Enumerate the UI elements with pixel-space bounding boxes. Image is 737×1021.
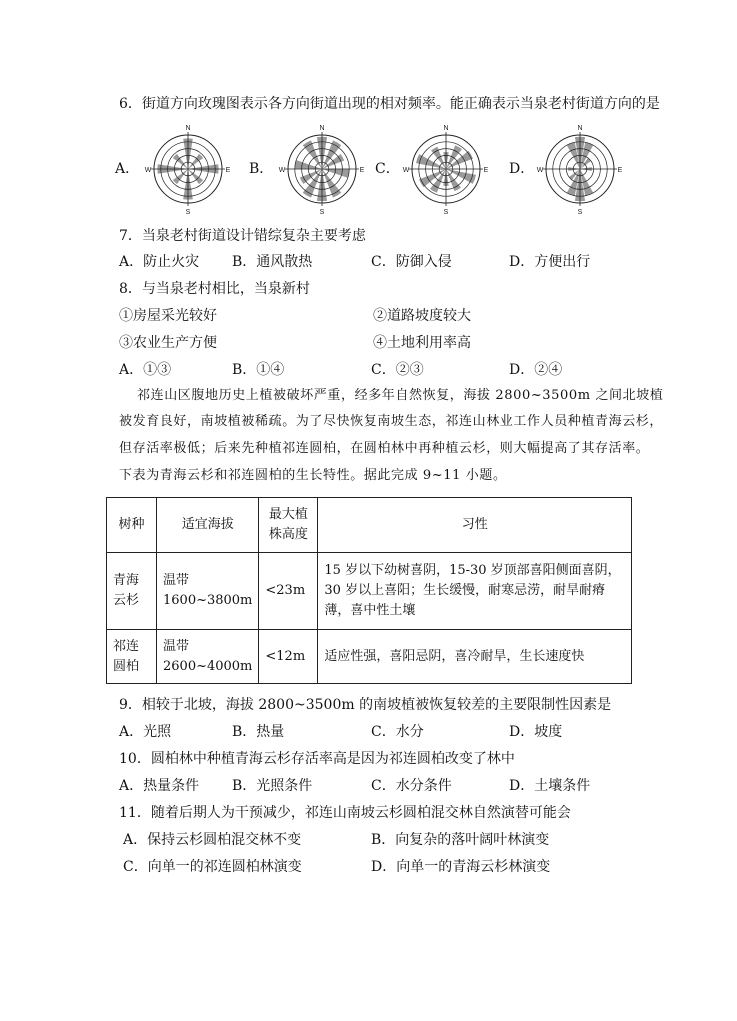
rose-sector bbox=[188, 154, 203, 169]
table-row bbox=[107, 630, 632, 684]
q6-option-a-label[interactable]: A． bbox=[115, 161, 140, 177]
q8-option-c[interactable]: C．②③ bbox=[371, 362, 424, 378]
question-6-stem: 6．街道方向玫瑰图表示各方向街道出现的相对频率。能正确表示当泉老村街道方向的是 bbox=[119, 96, 660, 112]
rose-direction-label-n: N bbox=[319, 125, 325, 132]
rose-direction-label-w: W bbox=[278, 167, 286, 174]
question-11-stem: 11．随着后期人为干预减少，祁连山南坡云杉圆柏混交林自然演替可能会 bbox=[119, 805, 571, 821]
growth-traits-table bbox=[106, 497, 632, 684]
q9-option-c[interactable]: C．水分 bbox=[371, 724, 424, 740]
habit-line1: 15 岁以下幼树喜阴，15-30 岁顶部喜阳侧面喜阴， bbox=[324, 563, 621, 578]
q10-option-d[interactable]: D．土壤条件 bbox=[509, 778, 591, 794]
q11-option-b[interactable]: B．向复杂的落叶阔叶林演变 bbox=[371, 832, 550, 848]
q6-option-d-label[interactable]: D． bbox=[509, 161, 535, 177]
habit-line2: 30 岁以上喜阳；生长缓慢，耐寒忌涝，耐旱耐瘠 bbox=[324, 583, 606, 598]
species-line1: 青海 bbox=[113, 573, 140, 588]
altitude-cell bbox=[157, 553, 259, 630]
q7-option-d[interactable]: D．方便出行 bbox=[509, 254, 591, 270]
q10-option-b[interactable]: B．光照条件 bbox=[232, 778, 313, 794]
question-9-stem: 9．相较于北坡，海拔 2800~3500m 的南坡植被恢复较差的主要限制性因素是 bbox=[119, 697, 612, 713]
rose-direction-label-s: S bbox=[185, 209, 191, 216]
rose-direction-label-n: N bbox=[443, 125, 449, 132]
habit-cell bbox=[318, 553, 632, 630]
habit-line3: 薄，喜中性土壤 bbox=[324, 603, 416, 618]
q8-option-a[interactable]: A．①③ bbox=[119, 362, 172, 378]
altitude-cell bbox=[157, 630, 259, 684]
height-cell: <23m bbox=[259, 553, 318, 630]
table-row bbox=[107, 553, 632, 630]
species-line2: 圆柏 bbox=[113, 658, 140, 674]
rose-direction-label-n: N bbox=[577, 125, 583, 132]
rose-direction-label-w: W bbox=[402, 167, 410, 174]
habit-line1: 适应性强，喜阳忌阴，喜冷耐旱，生长速度快 bbox=[324, 648, 585, 664]
rose-direction-label-w: W bbox=[536, 167, 544, 174]
rose-direction-label-s: S bbox=[577, 209, 583, 216]
rose-direction-label-s: S bbox=[443, 209, 449, 216]
q7-option-c[interactable]: C．防御入侵 bbox=[371, 254, 452, 270]
rose-direction-label-n: N bbox=[185, 125, 191, 132]
q8-item-3: ③农业生产方便 bbox=[119, 335, 217, 351]
q9-option-b[interactable]: B．热量 bbox=[232, 724, 285, 740]
header-max-height-line2: 株高度 bbox=[268, 527, 308, 542]
header-habit: 习性 bbox=[318, 498, 632, 553]
rose-sector bbox=[188, 169, 203, 184]
q10-option-a[interactable]: A．热量条件 bbox=[119, 778, 200, 794]
q8-item-2: ②道路坡度较大 bbox=[373, 308, 471, 324]
rose-sector bbox=[173, 169, 188, 184]
header-altitude: 适宜海拔 bbox=[157, 498, 259, 553]
rose-direction-label-e: E bbox=[359, 167, 365, 174]
q7-option-a[interactable]: A．防止火灾 bbox=[119, 254, 200, 270]
rose-sector bbox=[173, 154, 188, 169]
species-line2: 云杉 bbox=[113, 593, 140, 608]
q11-option-a[interactable]: A．保持云杉圆柏混交林不变 bbox=[123, 832, 302, 848]
q8-item-4: ④土地利用率高 bbox=[373, 335, 471, 351]
q11-option-c[interactable]: C．向单一的祁连圆柏林演变 bbox=[123, 859, 302, 875]
rose-diagram-d[interactable] bbox=[536, 125, 623, 216]
passage-line-2: 被发育良好，南坡植被稀疏。为了尽快恢复南坡生态，祁连山林业工作人员种植青海云杉， bbox=[119, 414, 664, 429]
q9-option-a[interactable]: A．光照 bbox=[119, 724, 172, 740]
question-8-stem: 8．与当泉老村相比，当泉新村 bbox=[119, 281, 310, 297]
species-cell bbox=[107, 630, 157, 684]
header-max-height bbox=[259, 498, 318, 553]
q8-option-d[interactable]: D．②④ bbox=[509, 362, 563, 378]
rose-direction-label-e: E bbox=[225, 167, 231, 174]
q7-option-b[interactable]: B．通风散热 bbox=[232, 254, 313, 270]
rose-diagram-b[interactable] bbox=[278, 125, 365, 216]
rose-direction-label-w: W bbox=[144, 167, 152, 174]
altitude-range: 2600~4000m bbox=[163, 658, 253, 674]
q9-option-d[interactable]: D．坡度 bbox=[509, 724, 563, 740]
passage-line-3: 但存活率极低；后来先种植祁连圆柏，在圆柏林中再种植云杉，则大幅提高了其存活率。 bbox=[119, 441, 650, 456]
header-species: 树种 bbox=[107, 498, 157, 553]
rose-direction-label-e: E bbox=[617, 167, 623, 174]
q8-item-1: ①房屋采光较好 bbox=[119, 308, 217, 324]
rose-direction-label-s: S bbox=[319, 209, 325, 216]
altitude-zone: 温带 bbox=[163, 638, 190, 654]
q6-option-c-label[interactable]: C． bbox=[375, 161, 400, 177]
habit-cell bbox=[318, 630, 632, 684]
height-cell: <12m bbox=[259, 630, 318, 684]
q8-option-b[interactable]: B．①④ bbox=[232, 362, 285, 378]
question-10-stem: 10．圆柏林中种植青海云杉存活率高是因为祁连圆柏改变了林中 bbox=[119, 751, 515, 767]
species-line1: 祁连 bbox=[113, 638, 140, 654]
species-cell bbox=[107, 553, 157, 630]
table-header-row bbox=[107, 498, 632, 553]
question-7-stem: 7．当泉老村街道设计错综复杂主要考虑 bbox=[119, 228, 366, 244]
passage-line-1: 祁连山区腹地历史上植被破坏严重，经多年自然恢复，海拔 2800~3500m 之间北坡植 bbox=[137, 388, 664, 403]
q11-option-d[interactable]: D．向单一的青海云杉林演变 bbox=[371, 859, 551, 875]
q6-option-b-label[interactable]: B． bbox=[249, 161, 274, 177]
altitude-zone: 温带 bbox=[163, 573, 190, 588]
altitude-range: 1600~3800m bbox=[163, 593, 253, 608]
header-max-height-line1: 最大植 bbox=[268, 507, 308, 522]
passage-line-4: 下表为青海云杉和祁连圆柏的生长特性。据此完成 9~11 小题。 bbox=[119, 468, 507, 483]
rose-diagram-a[interactable] bbox=[144, 125, 231, 216]
q10-option-c[interactable]: C．水分条件 bbox=[371, 778, 452, 794]
rose-direction-label-e: E bbox=[483, 167, 489, 174]
rose-diagram-c[interactable] bbox=[402, 125, 489, 216]
